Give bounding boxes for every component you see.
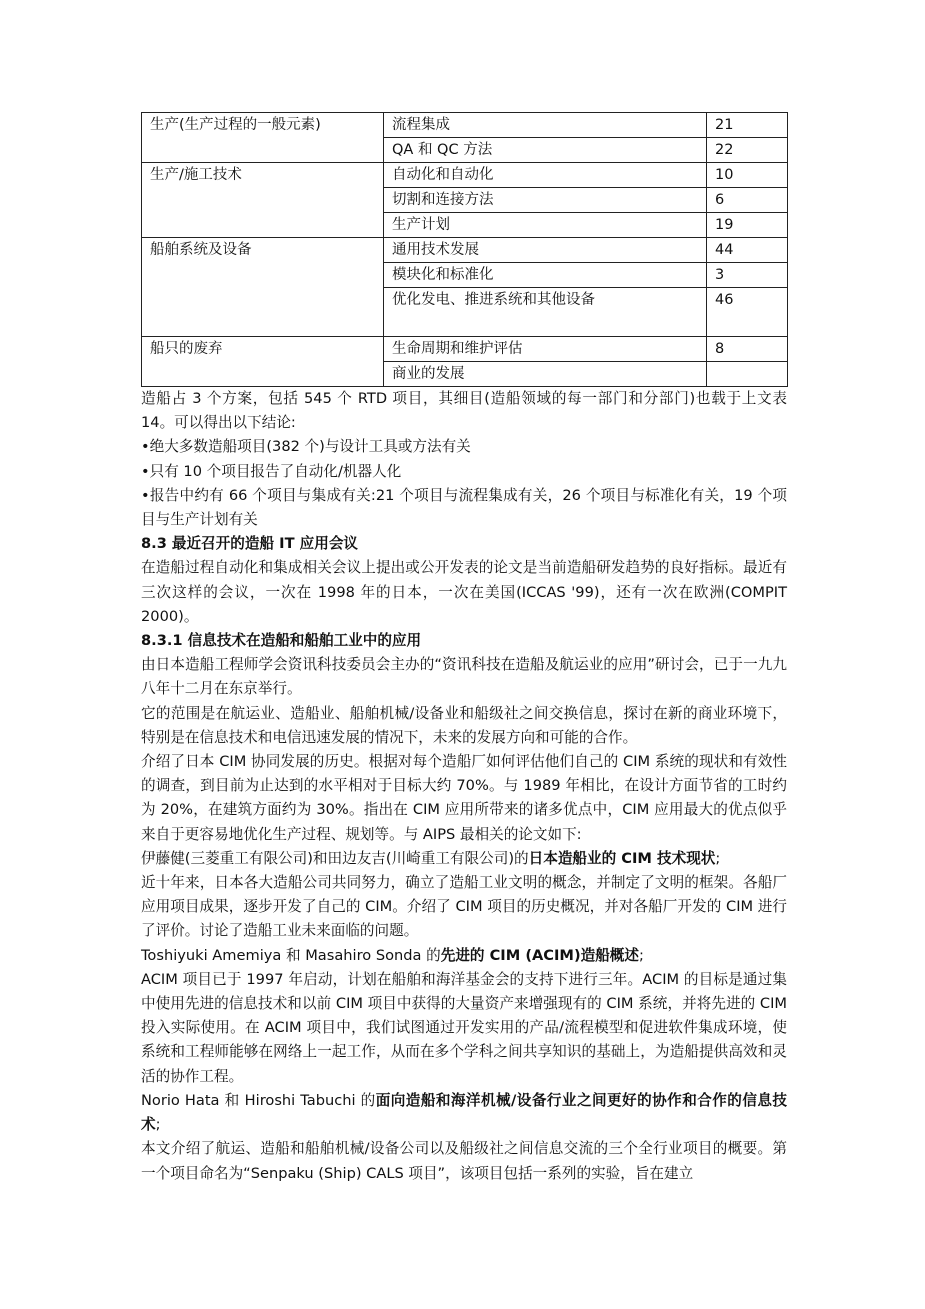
table-cell-category: 生产/施工技术 bbox=[142, 163, 384, 238]
reference-3-abstract: 本文介绍了航运、造船和船舶机械/设备公司以及船级社之间信息交流的三个全行业项目的概要。第一个项目命名为“Senpaku (Ship) CALS 项目”，该项目包括一系列的实验，旨在建立 bbox=[141, 1140, 787, 1182]
table-cell-item: 生产计划 bbox=[384, 213, 707, 238]
table-cell-count: 46 bbox=[707, 288, 788, 337]
reference-2-abstract: ACIM 项目已于 1997 年启动，计划在船舶和海洋基金会的支持下进行三年。ACIM 的目标是通过集中使用先进的信息技术和以前 CIM 项目中获得的大量资产来增强现有的 CIM 系统，并将先进的 CIM 投入实际使用。在 ACIM 项目中，我们试图通过开发实用的产品/流程模型和促进软件集成环境，使系统和工程师能够在网络上一起工作，从而在多个学科之间共享知识的基础上，为造船提供高效和灵活的协作工程。 bbox=[141, 970, 787, 1085]
rtd-projects-table bbox=[141, 112, 788, 387]
summary-bullet: •只有 10 个项目报告了自动化/机器人化 bbox=[141, 462, 402, 480]
table-cell-count: 21 bbox=[707, 113, 788, 138]
table-row bbox=[142, 337, 788, 362]
reference-title: 日本造船业的 CIM 技术现状 bbox=[528, 849, 716, 867]
table-cell-item: 自动化和自动化 bbox=[384, 163, 707, 188]
section-heading-8-3-1: 8.3.1 信息技术在造船和船舶工业中的应用 bbox=[141, 632, 422, 650]
reference-2 bbox=[141, 944, 787, 968]
reference-punct: ; bbox=[715, 849, 721, 867]
paragraph-seminar: 由日本造船工程师学会资讯科技委员会主办的“资讯科技在造船及航运业的应用”研讨会，已于一九九八年十二月在东京举行。 bbox=[141, 656, 787, 698]
document-page bbox=[141, 112, 787, 1186]
table-cell-item: QA 和 QC 方法 bbox=[384, 138, 707, 163]
table-cell-count: 6 bbox=[707, 188, 788, 213]
reference-authors: Toshiyuki Amemiya 和 Masahiro Sonda 的 bbox=[141, 946, 441, 964]
reference-title: 先进的 CIM (ACIM)造船概述 bbox=[440, 946, 639, 964]
paragraph-cim-history: 介绍了日本 CIM 协同发展的历史。根据对每个造船厂如何评估他们自己的 CIM 系统的现状和有效性的调查，到目前为止达到的水平相对于目标大约 70%。与 1989 年相比，在设计方面节省的工时约为 20%，在建筑方面约为 30%。指出在 CIM 应用所带来的诸多优点中，CIM 应用最大的优点似乎来自于更容易地优化生产过程、规划等。与 AIPS 最相关的论文如下: bbox=[141, 753, 787, 843]
summary-intro: 造船占 3 个方案，包括 545 个 RTD 项目，其细目(造船领域的每一部门和分部门)也载于上文表 14。可以得出以下结论: bbox=[141, 390, 787, 432]
table-cell-count: 8 bbox=[707, 337, 788, 362]
reference-title: 面向造船和海洋机械/设备行业之间更好的协作和合作的信息技术 bbox=[141, 1091, 787, 1134]
table-row bbox=[142, 113, 788, 138]
reference-punct: ; bbox=[155, 1116, 161, 1134]
reference-punct: ; bbox=[639, 946, 644, 964]
section-heading-8-3: 8.3 最近召开的造船 IT 应用会议 bbox=[141, 535, 359, 553]
table-cell-category: 船只的废弃 bbox=[142, 337, 384, 387]
reference-1-abstract: 近十年来，日本各大造船公司共同努力，确立了造船工业文明的概念，并制定了文明的框架。各船厂应用项目成果，逐步开发了自己的 CIM。介绍了 CIM 项目的历史概况，并对各船厂开发的 CIM 进行了评价。讨论了造船工业未来面临的问题。 bbox=[141, 874, 787, 940]
table-cell-count: 22 bbox=[707, 138, 788, 163]
table-cell-item: 优化发电、推进系统和其他设备 bbox=[384, 288, 707, 337]
table-cell-item: 商业的发展 bbox=[384, 362, 707, 387]
table-cell-count: 44 bbox=[707, 238, 788, 263]
reference-1 bbox=[141, 847, 787, 871]
table-cell-item: 模块化和标准化 bbox=[384, 263, 707, 288]
table-cell-count: 19 bbox=[707, 213, 788, 238]
reference-authors: 伊藤健(三菱重工有限公司)和田边友吉(川崎重工有限公司)的 bbox=[141, 849, 529, 867]
table-cell-item: 切割和连接方法 bbox=[384, 188, 707, 213]
table-cell-item: 生命周期和维护评估 bbox=[384, 337, 707, 362]
table-row bbox=[142, 238, 788, 263]
table-cell-count: 10 bbox=[707, 163, 788, 188]
table-cell-count: 3 bbox=[707, 263, 788, 288]
table-cell-count bbox=[707, 362, 788, 387]
section-8-3-paragraph: 在造船过程自动化和集成相关会议上提出或公开发表的论文是当前造船研发趋势的良好指标。最近有三次这样的会议，一次在 1998 年的日本，一次在美国(ICCAS '99)，还有一次在欧洲(COMPIT 2000)。 bbox=[141, 559, 787, 625]
table-cell-item: 通用技术发展 bbox=[384, 238, 707, 263]
summary-bullet: •绝大多数造船项目(382 个)与设计工具或方法有关 bbox=[141, 438, 471, 456]
table-cell-category: 船舶系统及设备 bbox=[142, 238, 384, 337]
table-cell-category: 生产(生产过程的一般元素) bbox=[142, 113, 384, 163]
table-row bbox=[142, 163, 788, 188]
summary-bullet: •报告中约有 66 个项目与集成有关:21 个项目与流程集成有关，26 个项目与标准化有关，19 个项目与生产计划有关 bbox=[141, 486, 787, 529]
table-cell-item: 流程集成 bbox=[384, 113, 707, 138]
reference-3 bbox=[141, 1089, 787, 1137]
paragraph-scope: 它的范围是在航运业、造船业、船舶机械/设备业和船级社之间交换信息，探讨在新的商业环境下，特别是在信息技术和电信迅速发展的情况下，未来的发展方向和可能的合作。 bbox=[141, 704, 787, 746]
reference-authors: Norio Hata 和 Hiroshi Tabuchi 的 bbox=[141, 1091, 376, 1109]
